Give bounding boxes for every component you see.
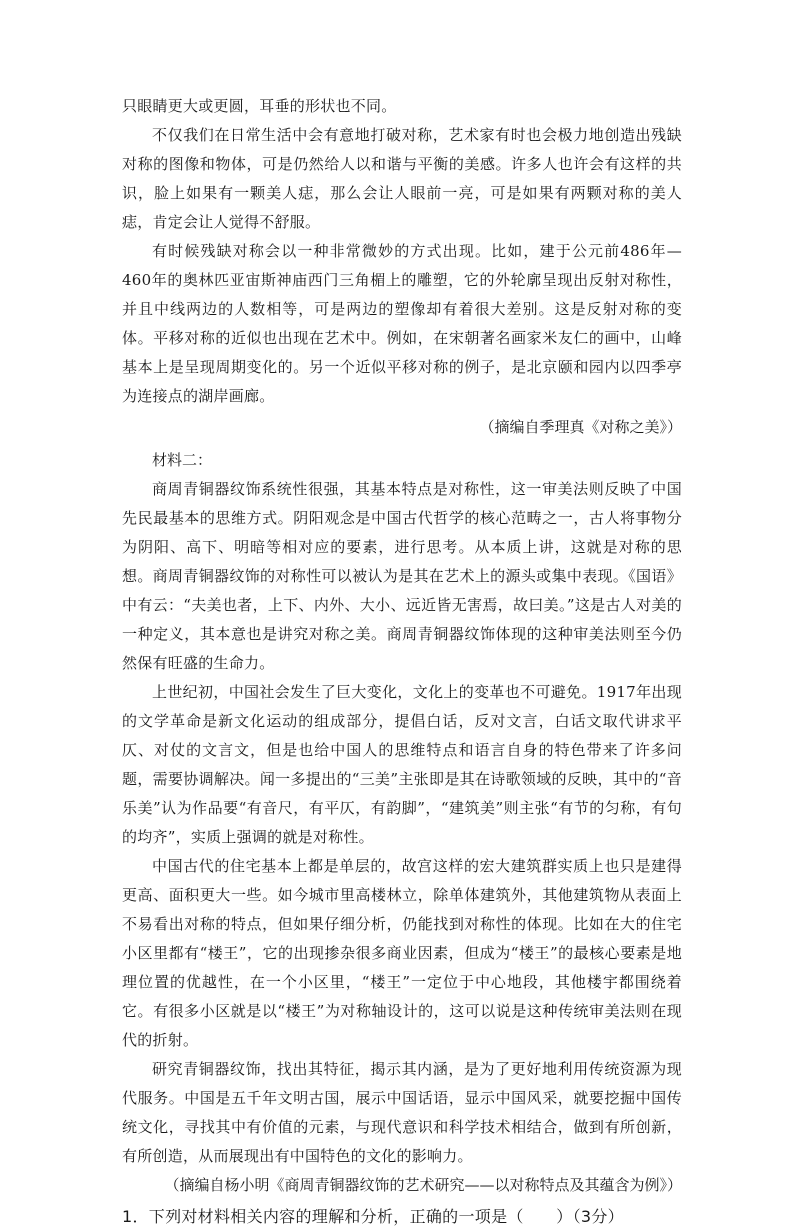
material2-paragraph: 上世纪初，中国社会发生了巨大变化，文化上的变革也不可避免。1917年出现的文学革命是新文化运动的组成部分，提倡白话，反对文言，白话文取代讲求平仄、对仗的文言文，但是也给中国人的思维特点和语言自身的特色带来了许多问题，需要协调解决。闻一多提出的“三美”主张即是其在诗歌领域的反映，其中的“音乐美”认为作品要“有音尺，有平仄，有韵脚”，“建筑美”则主张“有节的匀称，有句的均齐”，实质上强调的就是对称性。 [122, 683, 682, 846]
material2-paragraph: 中国古代的住宅基本上都是单层的，故宫这样的宏大建筑群实质上也只是建得更高、面积更大一些。如今城市里高楼林立，除单体建筑外，其他建筑物从表面上不易看出对称的特点，但如果仔细分析，仍能找到对称性的体现。比如在大的住宅小区里都有“楼王”，它的出现掺杂很多商业因素，但成为“楼王”的最核心要素是地理位置的优越性，在一个小区里，“楼王”一定位于中心地段，其他楼宇都围绕着它。有很多小区就是以“楼王”为对称轴设计的，这可以说是这种传统审美法则在现代的折射。 [122, 857, 682, 1049]
material2-heading: 材料二： [152, 451, 213, 469]
material1-paragraph-continued: 只眼睛更大或更圆，耳垂的形状也不同。 [122, 97, 397, 115]
material1-source: （摘编自季理真《对称之美》） [479, 418, 682, 436]
material2-paragraph: 研究青铜器纹饰，找出其特征，揭示其内涵，是为了更好地利用传统资源为现代服务。中国是五千年文明古国，展示中国话语，显示中国风采，就要挖掘中国传统文化，寻找其中有价值的元素，与现代意识和科学技术相结合，做到有所创新，有所创造，从而展现出有中国特色的文化的影响力。 [122, 1060, 682, 1165]
material1-paragraph: 有时候残缺对称会以一种非常微妙的方式出现。比如，建于公元前486年—460年的奥林匹亚宙斯神庙西门三角楣上的雕塑，它的外轮廓呈现出反射对称性，并且中线两边的人数相等，可是两边的塑像却有着很大差别。这是反射对称的变体。平移对称的近似也出现在艺术中。例如，在宋朝著名画家米友仁的画中，山峰基本上是呈现周期变化的。另一个近似平移对称的例子，是北京颐和园内以四季亭为连接点的湖岸画廊。 [122, 242, 682, 405]
document-body [122, 92, 682, 1231]
question-1: 1．下列对材料相关内容的理解和分析，正确的一项是（ ）（3分） [122, 1207, 624, 1226]
material1-paragraph: 不仅我们在日常生活中会有意地打破对称，艺术家有时也会极力地创造出残缺对称的图像和物体，可是仍然给人以和谐与平衡的美感。许多人也许会有这样的共识，脸上如果有一颗美人痣，那么会让人眼前一亮，可是如果有两颗对称的美人痣，肯定会让人觉得不舒服。 [122, 126, 682, 231]
material2-paragraph: 商周青铜器纹饰系统性很强，其基本特点是对称性，这一审美法则反映了中国先民最基本的思维方式。阴阳观念是中国古代哲学的核心范畴之一，古人将事物分为阴阳、高下、明暗等相对应的要素，进行思考。从本质上讲，这就是对称的思想。商周青铜器纹饰的对称性可以被认为是其在艺术上的源头或集中表现。《国语》中有云：“夫美也者，上下、内外、大小、远近皆无害焉，故曰美。”这是古人对美的一种定义，其本意也是讲究对称之美。商周青铜器纹饰体现的这种审美法则至今仍然保有旺盛的生命力。 [122, 480, 682, 672]
material2-source: （摘编自杨小明《商周青铜器纹饰的艺术研究——以对称特点及其蕴含为例》） [164, 1176, 682, 1194]
